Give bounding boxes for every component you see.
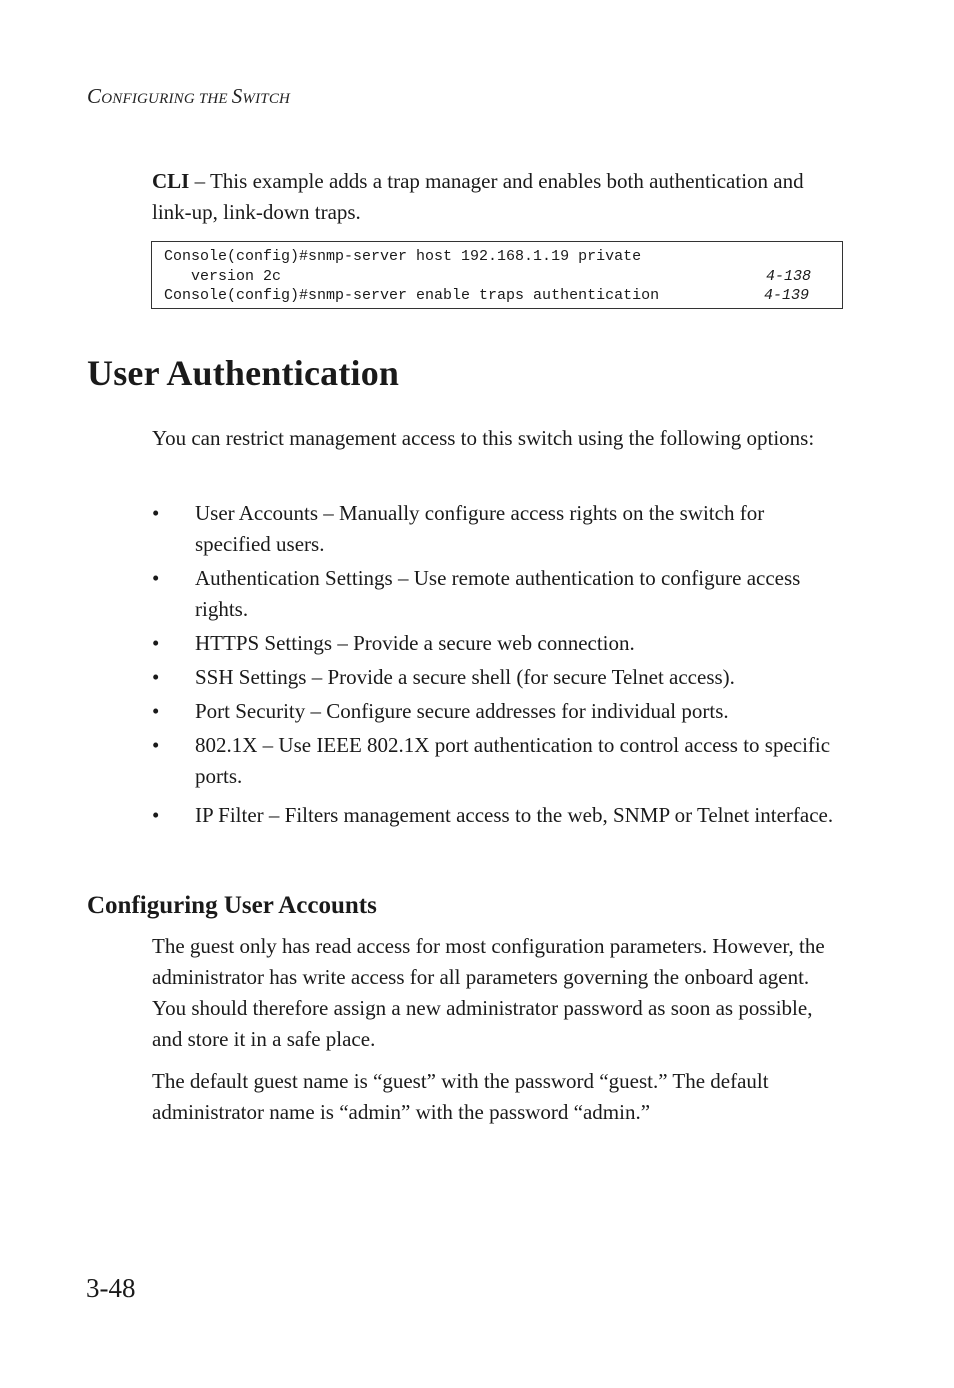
bullet-mark: •	[152, 803, 160, 827]
code-line-3: Console(config)#snmp-server enable traps authentication	[164, 287, 660, 304]
list-item-text: HTTPS Settings – Provide a secure web connection.	[195, 631, 635, 655]
list-item	[152, 662, 844, 693]
running-head-initial-c: C	[87, 84, 102, 108]
bullet-mark: •	[152, 631, 160, 655]
default-names-paragraph: The default guest name is “guest” with the password “guest.” The default administrator name is “admin” with the password “admin.”	[152, 1069, 769, 1124]
list-item	[152, 498, 844, 560]
list-item	[152, 730, 844, 792]
list-item	[152, 563, 844, 625]
subsection-title: Configuring User Accounts	[87, 892, 377, 919]
options-list	[152, 498, 844, 834]
code-line-1: Console(config)#snmp-server host 192.168.1.19 private	[164, 248, 642, 265]
code-line-2-ref: 4-138	[765, 267, 811, 285]
page-number: 3-48	[86, 1273, 136, 1303]
list-item-text: IP Filter – Filters management access to the web, SNMP or Telnet interface.	[195, 803, 834, 827]
cli-label: CLI	[152, 169, 190, 193]
running-head-part-1: ONFIGURING THE	[101, 91, 232, 107]
running-head-part-2: WITCH	[242, 91, 291, 107]
bullet-mark: •	[152, 566, 160, 590]
section-intro: You can restrict management access to this switch using the following options:	[152, 426, 815, 450]
bullet-mark: •	[152, 699, 160, 723]
list-item	[152, 628, 844, 659]
list-item-text: 802.1X – Use IEEE 802.1X port authentication to control access to specific ports.	[195, 733, 831, 788]
cli-intro-paragraph	[152, 166, 844, 228]
list-item-text: SSH Settings – Provide a secure shell (for secure Telnet access).	[195, 665, 735, 689]
list-item-text: Authentication Settings – Use remote authentication to configure access rights.	[195, 566, 801, 621]
running-header	[87, 84, 290, 109]
code-line-3-ref: 4-139	[763, 287, 809, 304]
list-item-text: User Accounts – Manually configure access rights on the switch for specified users.	[195, 501, 765, 556]
list-item-text: Port Security – Configure secure addresses for individual ports.	[195, 699, 729, 723]
code-line-2: version 2c	[164, 267, 282, 285]
code-example-box	[151, 241, 843, 309]
running-head-initial-s: S	[231, 84, 243, 108]
guest-access-paragraph: The guest only has read access for most configuration parameters. However, the administrator has write access for all parameters governing the onboard agent. You should therefore assign a new administrator password as soon as possible, and store it in a safe place.	[152, 934, 825, 1051]
list-item	[152, 800, 844, 831]
list-item	[152, 696, 844, 727]
bullet-mark: •	[152, 733, 160, 757]
bullet-mark: •	[152, 665, 160, 689]
section-title: User Authentication	[87, 353, 400, 393]
cli-intro-text: – This example adds a trap manager and enables both authentication and link-up, link-down traps.	[152, 169, 804, 224]
bullet-mark: •	[152, 501, 160, 525]
